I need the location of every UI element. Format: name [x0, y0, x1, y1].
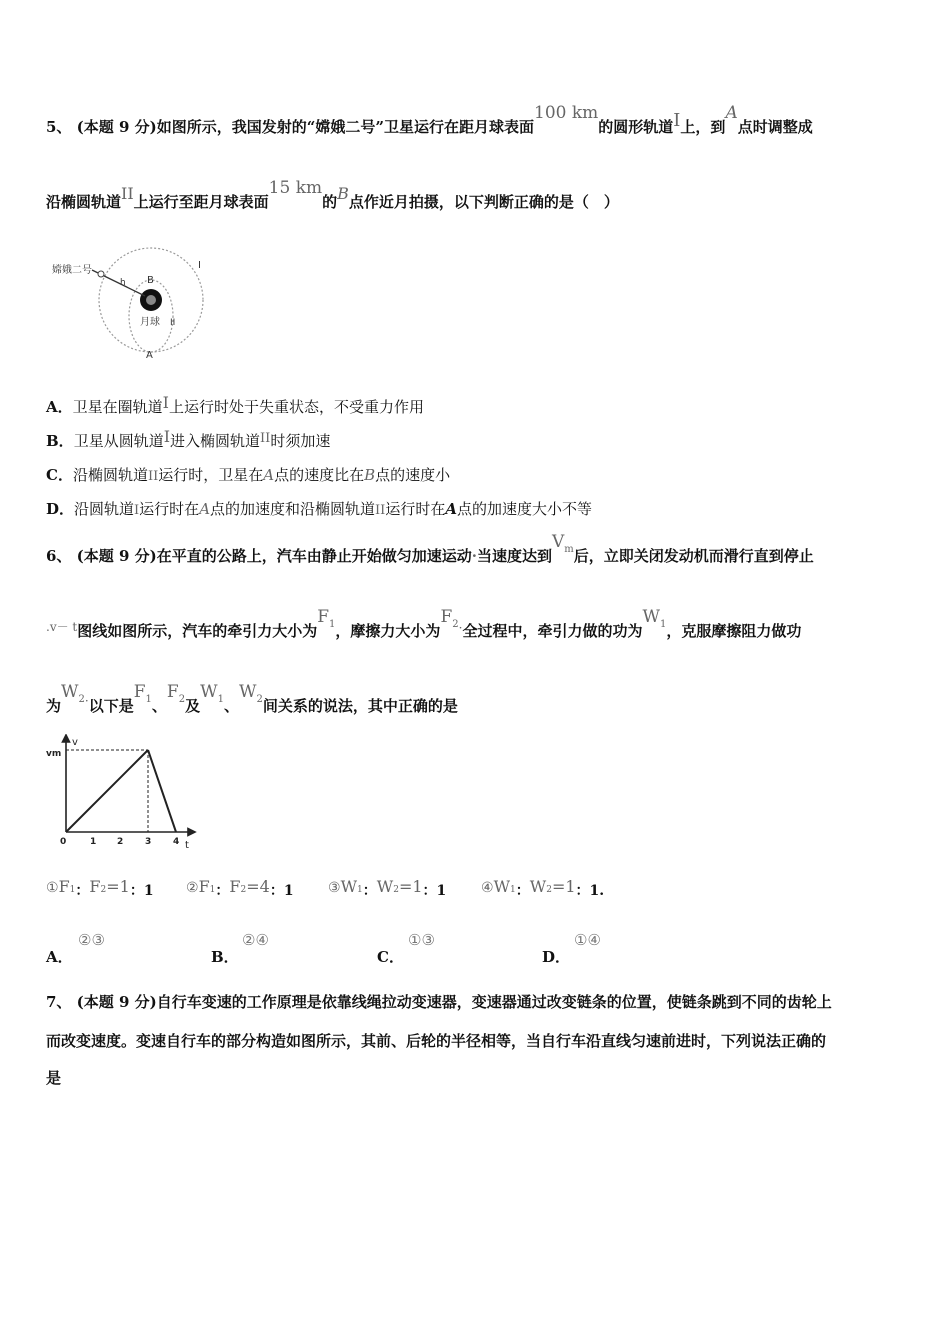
- stmt-rhs: 1: [436, 883, 447, 899]
- q6-dot: ·: [471, 547, 477, 565]
- point-a-symbol: A: [263, 466, 275, 484]
- orbit-1-symbol: I: [162, 393, 169, 412]
- stmt-b: [229, 877, 246, 896]
- stmt-a: [341, 877, 363, 896]
- tick-label: 4: [173, 837, 180, 847]
- q5-distance-100km: 100 km: [534, 103, 599, 123]
- q5-orbit-1-symbol: I: [673, 110, 681, 131]
- stmt-colon: ：: [515, 883, 530, 899]
- choice-value: ②④: [242, 931, 269, 949]
- q5-stem-text: 点作近月拍摄，以下判断正确的是（ ）: [348, 193, 619, 211]
- f2-base: F: [166, 682, 179, 702]
- statement-1: [46, 877, 186, 900]
- q6-vt-graph: [44, 734, 199, 850]
- q6-stem-text: ，克服摩擦阻力做功: [666, 622, 802, 640]
- q6-stem-text: 后，立即关闭发动机而滑行直到停止: [573, 547, 814, 565]
- q7-stem-line1: 7、 (本题 9 分)自行车变速的工作原理是依靠线绳拉动变速器，变速器通过改变链条的位置，使链条跳到不同的齿轮上: [46, 993, 832, 1011]
- orbit-2-symbol: II: [260, 431, 271, 446]
- option-text: 时须加速: [270, 432, 331, 450]
- q6-f1-symbol: [133, 682, 152, 705]
- q6-w2-symbol: [238, 682, 263, 705]
- vm-base: V: [552, 532, 565, 552]
- statement-3: [328, 877, 481, 900]
- q5-stem-text: 的: [322, 193, 338, 211]
- choice-value: ①③: [408, 931, 435, 949]
- statement-number: ②: [186, 880, 199, 896]
- q6-f2-symbol: [440, 607, 463, 635]
- stmt-colon: ：: [75, 883, 90, 899]
- option-key: A．: [46, 398, 73, 416]
- w2-subscript: 2: [78, 694, 85, 705]
- stmt-rhs: 1: [283, 883, 294, 899]
- choice-key: D．: [542, 948, 571, 966]
- q6-stem-text: 以下是: [88, 697, 134, 715]
- stmt-a: [59, 877, 76, 896]
- label-h: h: [120, 278, 126, 288]
- v-axis-label: v: [72, 737, 78, 748]
- q5-stem-line2: [46, 178, 619, 212]
- option-text: 点的加速度大小不等: [456, 500, 592, 518]
- stmt-colon: ：: [362, 883, 377, 899]
- option-key: D．: [46, 500, 75, 518]
- tick-label: 1: [90, 837, 97, 847]
- stmt-a-sub: 1: [69, 885, 76, 895]
- option-text: 点的加速度和沿椭圆轨道: [210, 500, 376, 518]
- orbit-2-symbol: II: [375, 503, 386, 518]
- orbit-2-symbol: II: [147, 469, 159, 484]
- q6-stem-text: ，摩擦力大小为: [335, 622, 441, 640]
- f2-subscript: 2: [452, 619, 459, 630]
- f2-dot: ·: [458, 621, 463, 635]
- statement-number: ①: [46, 880, 59, 896]
- statement-4: [481, 877, 605, 900]
- label-orbit-2: II: [170, 318, 176, 328]
- stmt-colon: ：: [575, 883, 590, 899]
- w2-dot: ·: [84, 694, 89, 708]
- q7-stem-line3: 是: [46, 1069, 62, 1087]
- w1-base: W: [642, 607, 660, 627]
- satellite-marker: [98, 271, 104, 277]
- stmt-eq: =1: [551, 877, 576, 896]
- q6-stem-line1: [46, 532, 814, 566]
- accel-segment: [66, 750, 148, 832]
- option-text: 上运行时处于失重状态，不受重力作用: [168, 398, 424, 416]
- q6-f1-symbol: [317, 607, 336, 630]
- q6-stem-text: 全过程中，牵引力做的功为: [462, 622, 643, 640]
- orbit-1-symbol: I: [163, 427, 171, 446]
- w1-subscript: 1: [217, 694, 224, 705]
- f1-base: F: [133, 682, 146, 702]
- decel-segment: [148, 750, 176, 832]
- stmt-a-sub: 1: [357, 885, 363, 895]
- q6-w2-symbol: [61, 682, 89, 708]
- point-a-symbol: A: [199, 500, 211, 518]
- q6-vt-label: .v－ t: [46, 620, 78, 634]
- q5-stem-text: 的圆形轨道: [598, 118, 674, 136]
- q6-stem-text: 及: [185, 697, 201, 715]
- q6-stem-line2: [46, 607, 802, 641]
- w1-base: W: [200, 682, 218, 702]
- option-text: 运行时，卫星在: [158, 466, 264, 484]
- stmt-a-base: W: [493, 877, 511, 896]
- stmt-a-sub: 1: [510, 885, 516, 895]
- label-point-b: B: [147, 275, 154, 286]
- q6-stem-text: 间关系的说法，其中正确的是: [262, 697, 458, 715]
- q7-stem-line2: 而改变速度。变速自行车的部分构造如图所示，其前、后轮的半径相等，当自行车沿直线匀速前进时，下列说法正确的: [46, 1032, 827, 1050]
- q5-point-a-symbol: A: [725, 103, 738, 123]
- stmt-b: [377, 877, 399, 896]
- stmt-colon: ：: [129, 883, 144, 899]
- option-text: 沿圆轨道: [74, 500, 135, 518]
- q6-f2-symbol: [166, 682, 186, 705]
- q6-stem-text: 、: [151, 697, 167, 715]
- q5-distance-15km: 15 km: [268, 178, 323, 198]
- q5-orbit-figure: [48, 232, 213, 362]
- point-b-symbol: B: [364, 466, 376, 484]
- choice-key: A．: [46, 948, 73, 966]
- tick-label: 0: [60, 837, 67, 847]
- stmt-b-base: F: [89, 877, 101, 896]
- tick-label: 3: [145, 837, 152, 847]
- choice-key: B．: [211, 948, 239, 966]
- stmt-a: [199, 877, 216, 896]
- q6-statements: [46, 877, 605, 900]
- q5-point-b-symbol: B: [337, 184, 349, 203]
- stmt-a-base: F: [58, 877, 70, 896]
- option-text: 运行时在: [139, 500, 200, 518]
- q5-stem-text: 点时调整成: [737, 118, 813, 136]
- q6-stem-text: 6、 (本题 9 分)在平直的公路上，汽车由静止开始做匀加速运动: [46, 547, 472, 565]
- q5-stem-text: 沿椭圆轨道: [46, 193, 122, 211]
- stmt-a: [494, 877, 516, 896]
- option-text: 点的速度比在: [274, 466, 365, 484]
- f1-base: F: [317, 607, 330, 627]
- statement-2: [186, 877, 328, 900]
- stmt-b-base: W: [376, 877, 394, 896]
- label-orbit-1: I: [198, 260, 201, 271]
- option-text: 卫星在圈轨道: [72, 398, 163, 416]
- option-text: 点的速度小: [375, 466, 451, 484]
- tick-label: 2: [117, 837, 124, 847]
- option-key: B．: [46, 432, 74, 450]
- stmt-colon: ：: [269, 883, 284, 899]
- q6-stem-text: 为: [46, 697, 62, 715]
- label-point-a: A: [146, 350, 153, 361]
- vm-subscript: m: [564, 544, 574, 555]
- q6-w1-symbol: [642, 607, 667, 630]
- q6-stem-text: 当速度达到: [476, 547, 552, 565]
- stmt-eq: =1: [106, 877, 130, 896]
- q5-option-a[interactable]: [46, 393, 424, 417]
- choice-key: C．: [377, 948, 404, 966]
- stmt-rhs: 1: [143, 883, 154, 899]
- stmt-b-base: W: [529, 877, 547, 896]
- stmt-a-base: W: [340, 877, 358, 896]
- moon-highlight: [146, 295, 156, 305]
- q5-stem-text: 上运行至距月球表面: [133, 193, 269, 211]
- vm-label: vm: [46, 749, 62, 759]
- label-satellite: 嫦娥二号: [52, 265, 92, 276]
- q6-stem-line3: [46, 682, 458, 716]
- orbit-1-symbol: I: [134, 503, 140, 518]
- q5-stem-line1: [46, 103, 813, 137]
- stmt-b-base: F: [229, 877, 241, 896]
- q6-stem-text: 、: [223, 697, 239, 715]
- q5-orbit-2-symbol: II: [121, 184, 134, 203]
- w2-base: W: [61, 682, 79, 702]
- f1-subscript: 1: [329, 619, 336, 630]
- label-moon: 月球: [140, 317, 160, 328]
- q6-stem-text: 图线如图所示，汽车的牵引力大小为: [77, 622, 318, 640]
- stmt-colon: ：: [422, 883, 437, 899]
- q5-stem-text: 上，到: [680, 118, 726, 136]
- stmt-eq: =1: [398, 877, 423, 896]
- option-text: 卫星从圆轨道: [73, 432, 164, 450]
- w2-subscript: 2: [256, 694, 263, 705]
- stmt-rhs: 1.: [589, 883, 605, 899]
- statement-number: ③: [328, 880, 341, 896]
- q5-option-d[interactable]: [46, 498, 592, 519]
- choice-value: ②③: [78, 931, 105, 949]
- w1-subscript: 1: [659, 619, 667, 630]
- q6-w1-symbol: [200, 682, 224, 705]
- w2-base: W: [238, 682, 257, 702]
- stmt-a-sub: 1: [209, 885, 216, 895]
- q5-option-c[interactable]: [46, 464, 450, 485]
- choice-value: ①④: [574, 931, 601, 949]
- statement-number: ④: [481, 880, 494, 896]
- stmt-a-base: F: [198, 877, 210, 896]
- stmt-colon: ：: [215, 883, 230, 899]
- stmt-b-sub: 2: [393, 885, 399, 895]
- f2-base: F: [440, 607, 453, 627]
- t-axis-label: t: [185, 840, 189, 850]
- q6-vm-symbol: [552, 532, 574, 555]
- stmt-eq: =4: [246, 877, 270, 896]
- point-a-symbol: A: [445, 500, 457, 518]
- option-text: 进入椭圆轨道: [170, 432, 261, 450]
- stmt-b-sub: 2: [240, 885, 247, 895]
- f1-subscript: 1: [145, 694, 152, 705]
- stmt-b-sub: 2: [100, 885, 107, 895]
- stmt-b: [89, 877, 106, 896]
- stmt-b: [530, 877, 552, 896]
- q5-option-b[interactable]: [46, 427, 331, 451]
- f2-subscript: 2: [178, 694, 186, 705]
- option-text: 沿椭圆轨道: [72, 466, 148, 484]
- stmt-b-sub: 2: [546, 885, 552, 895]
- q5-stem-text: 5、 (本题 9 分)如图所示，我国发射的“嫦娥二号”卫星运行在距月球表面: [46, 118, 534, 136]
- option-text: 运行时在: [385, 500, 446, 518]
- option-key: C．: [46, 466, 73, 484]
